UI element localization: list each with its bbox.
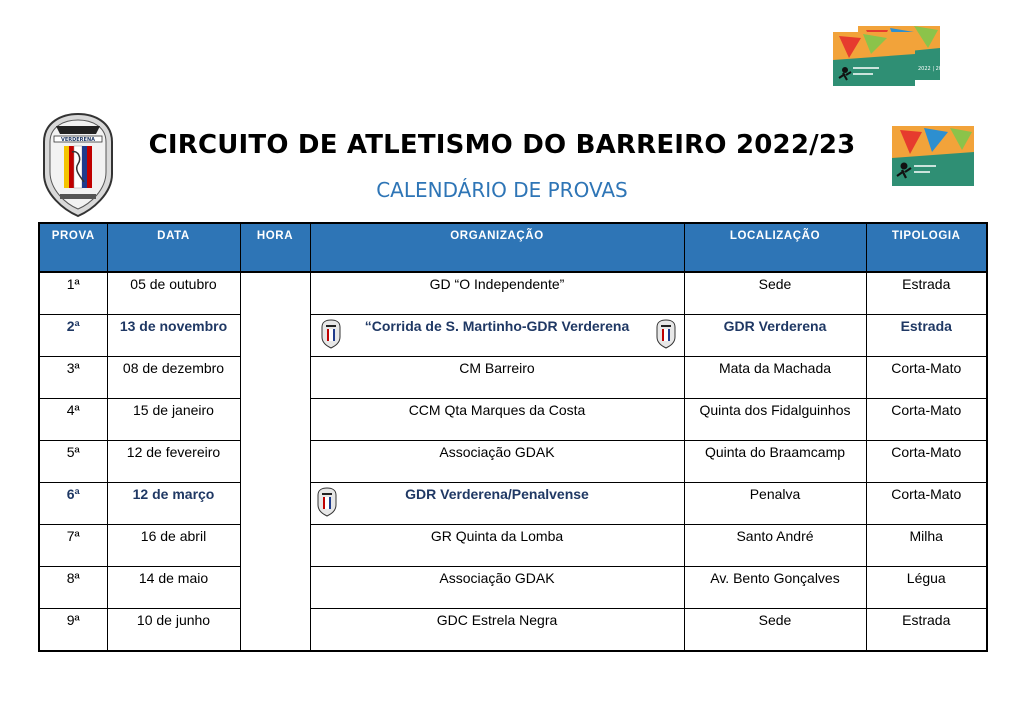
cell-hora — [240, 272, 310, 651]
cell-data: 13 de novembro — [107, 315, 240, 357]
club-crest-icon — [317, 487, 337, 517]
column-header-localizacao: LOCALIZAÇÃO — [684, 223, 866, 272]
column-header-prova: PROVA — [39, 223, 107, 272]
cell-tipologia: Corta-Mato — [866, 399, 987, 441]
cell-localizacao: Sede — [684, 272, 866, 315]
club-crest-icon — [321, 319, 341, 349]
cell-organizacao: CCM Qta Marques da Costa — [310, 399, 684, 441]
cell-organizacao: Associação GDAK — [310, 441, 684, 483]
cell-tipologia: Corta-Mato — [866, 483, 987, 525]
cell-localizacao: GDR Verderena — [684, 315, 866, 357]
calendar-table — [38, 222, 988, 652]
cell-data: 08 de dezembro — [107, 357, 240, 399]
page-subtitle: CALENDÁRIO DE PROVAS — [376, 178, 628, 202]
table-row — [39, 272, 987, 315]
cell-tipologia: Estrada — [866, 272, 987, 315]
cell-tipologia: Corta-Mato — [866, 357, 987, 399]
cell-tipologia: Légua — [866, 567, 987, 609]
cell-tipologia: Estrada — [866, 609, 987, 652]
cell-organizacao: GDC Estrela Negra — [310, 609, 684, 652]
crest-text: VERDERENA — [60, 137, 96, 144]
cell-localizacao: Quinta dos Fidalguinhos — [684, 399, 866, 441]
cell-localizacao: Quinta do Braamcamp — [684, 441, 866, 483]
cell-prova: 9ª — [39, 609, 107, 652]
cell-localizacao: Penalva — [684, 483, 866, 525]
cell-tipologia: Milha — [866, 525, 987, 567]
table-row — [39, 315, 987, 357]
cell-organizacao: CM Barreiro — [310, 357, 684, 399]
column-header-tipologia: TIPOLOGIA — [866, 223, 987, 272]
cell-prova: 2ª — [39, 315, 107, 357]
cell-data: 05 de outubro — [107, 272, 240, 315]
cell-prova: 7ª — [39, 525, 107, 567]
table-header-row — [39, 223, 987, 272]
cell-localizacao: Santo André — [684, 525, 866, 567]
table-row — [39, 525, 987, 567]
column-header-data: DATA — [107, 223, 240, 272]
cell-organizacao — [310, 315, 684, 357]
table-row — [39, 399, 987, 441]
cell-prova: 1ª — [39, 272, 107, 315]
cell-data: 16 de abril — [107, 525, 240, 567]
organizacao-label: “Corrida de S. Martinho-GDR Verderena — [364, 318, 630, 334]
table-row — [39, 483, 987, 525]
cell-organizacao — [310, 483, 684, 525]
cell-organizacao: GD “O Independente” — [310, 272, 684, 315]
cell-organizacao: GR Quinta da Lomba — [310, 525, 684, 567]
table-row — [39, 441, 987, 483]
column-header-organizacao: ORGANIZAÇÃO — [310, 223, 684, 272]
page-title: CIRCUITO DE ATLETISMO DO BARREIRO 2022/23 — [148, 130, 856, 160]
table-row — [39, 609, 987, 652]
column-header-hora: HORA — [240, 223, 310, 272]
club-crest-icon — [656, 319, 676, 349]
logo-year-text: 2022 | 2023 — [918, 66, 949, 72]
cell-prova: 6ª — [39, 483, 107, 525]
table-row — [39, 567, 987, 609]
cell-data: 10 de junho — [107, 609, 240, 652]
cell-data: 15 de janeiro — [107, 399, 240, 441]
cell-prova: 8ª — [39, 567, 107, 609]
cell-tipologia: Estrada — [866, 315, 987, 357]
circuit-logo-icon — [833, 32, 915, 86]
cell-prova: 3ª — [39, 357, 107, 399]
cell-tipologia: Corta-Mato — [866, 441, 987, 483]
cell-localizacao: Av. Bento Gonçalves — [684, 567, 866, 609]
cell-data: 12 de março — [107, 483, 240, 525]
cell-localizacao: Sede — [684, 609, 866, 652]
cell-prova: 5ª — [39, 441, 107, 483]
club-crest-logo — [42, 112, 114, 218]
table-row — [39, 357, 987, 399]
cell-localizacao: Mata da Machada — [684, 357, 866, 399]
cell-data: 12 de fevereiro — [107, 441, 240, 483]
cell-data: 14 de maio — [107, 567, 240, 609]
cell-organizacao: Associação GDAK — [310, 567, 684, 609]
cell-prova: 4ª — [39, 399, 107, 441]
organizacao-label: GDR Verderena/Penalvense — [405, 486, 589, 502]
